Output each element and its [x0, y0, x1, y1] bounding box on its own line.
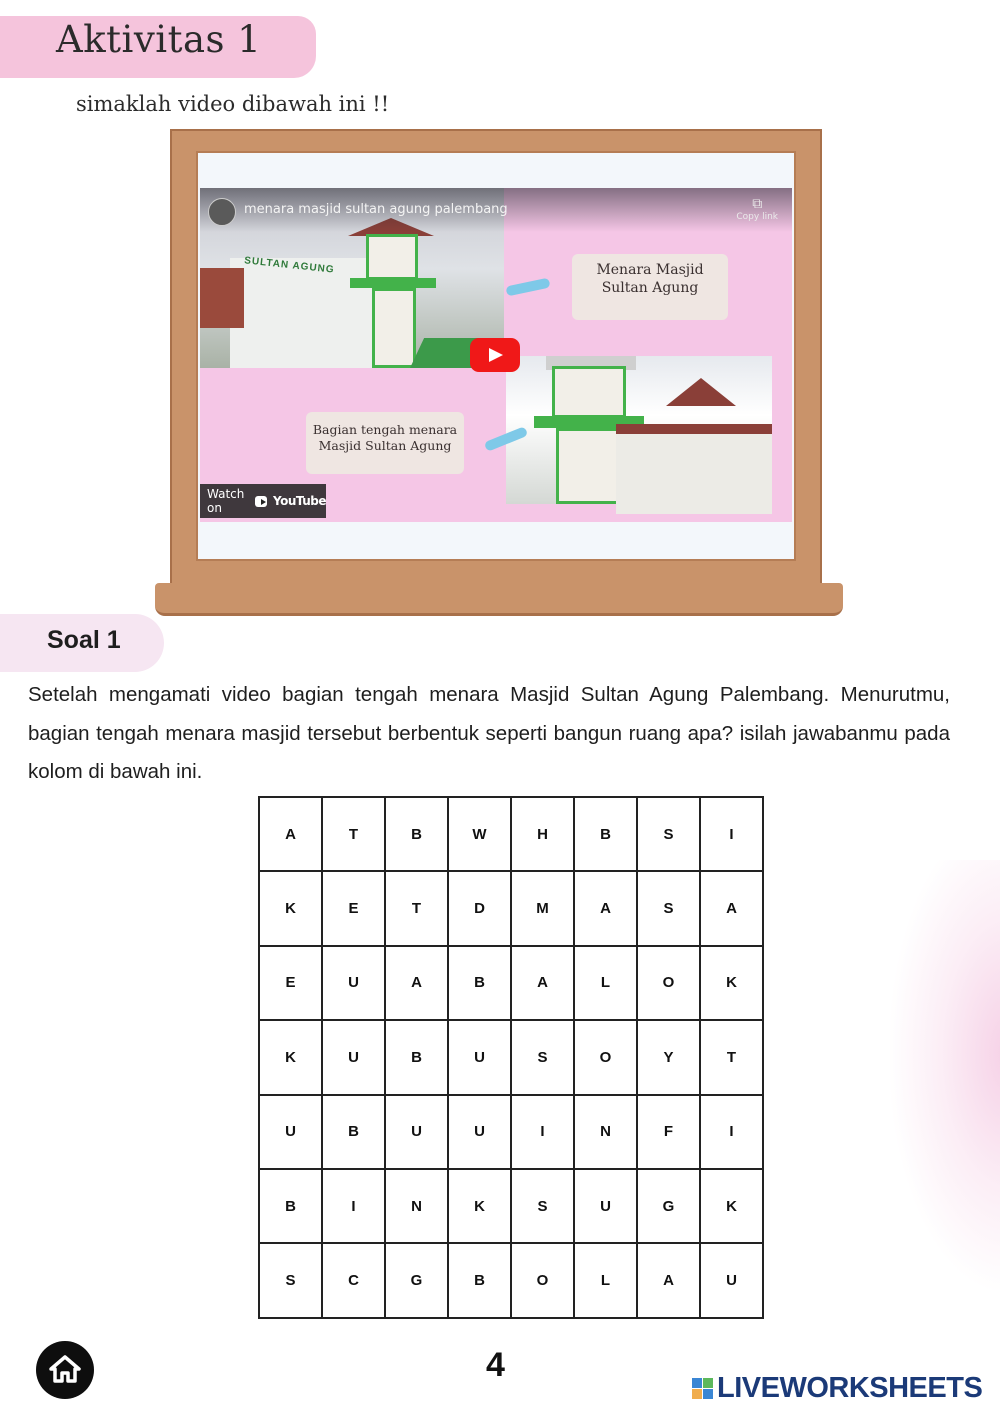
- copy-link-button[interactable]: [736, 196, 778, 222]
- grid-cell[interactable]: O: [511, 1243, 574, 1317]
- grid-row: [259, 797, 763, 871]
- grid-cell[interactable]: U: [259, 1095, 322, 1169]
- grid-cell[interactable]: N: [574, 1095, 637, 1169]
- grid-cell[interactable]: E: [322, 871, 385, 945]
- grid-cell[interactable]: M: [511, 871, 574, 945]
- grid-cell[interactable]: F: [637, 1095, 700, 1169]
- grid-cell[interactable]: G: [385, 1243, 448, 1317]
- grid-cell[interactable]: A: [700, 871, 763, 945]
- liveworksheets-icon: [692, 1378, 713, 1399]
- grid-cell[interactable]: O: [637, 946, 700, 1020]
- wooden-board-shelf: [155, 583, 843, 616]
- grid-cell[interactable]: A: [511, 946, 574, 1020]
- grid-cell[interactable]: O: [574, 1020, 637, 1094]
- grid-cell[interactable]: K: [259, 871, 322, 945]
- grid-cell[interactable]: B: [322, 1095, 385, 1169]
- grid-cell[interactable]: B: [385, 797, 448, 871]
- video-title[interactable]: menara masjid sultan agung palembang: [244, 202, 508, 217]
- grid-cell[interactable]: I: [700, 1095, 763, 1169]
- grid-cell[interactable]: B: [448, 946, 511, 1020]
- liveworksheets-logo[interactable]: [692, 1372, 982, 1405]
- home-icon: [48, 1352, 82, 1386]
- video-embed[interactable]: [200, 188, 792, 522]
- grid-cell[interactable]: D: [448, 871, 511, 945]
- page-number: 4: [486, 1346, 505, 1384]
- grid-cell[interactable]: A: [574, 871, 637, 945]
- grid-cell[interactable]: B: [259, 1169, 322, 1243]
- grid-row: [259, 946, 763, 1020]
- instruction-text: simaklah video dibawah ini !!: [76, 92, 390, 116]
- grid-cell[interactable]: K: [448, 1169, 511, 1243]
- grid-cell[interactable]: W: [448, 797, 511, 871]
- grid-row: [259, 1169, 763, 1243]
- grid-row: [259, 871, 763, 945]
- grid-cell[interactable]: U: [448, 1095, 511, 1169]
- grid-cell[interactable]: S: [637, 871, 700, 945]
- grid-cell[interactable]: L: [574, 1243, 637, 1317]
- grid-cell[interactable]: K: [259, 1020, 322, 1094]
- grid-cell[interactable]: U: [322, 946, 385, 1020]
- play-button[interactable]: [470, 338, 520, 372]
- watch-on-youtube-button[interactable]: [200, 484, 326, 518]
- grid-cell[interactable]: T: [385, 871, 448, 945]
- grid-cell[interactable]: U: [448, 1020, 511, 1094]
- grid-cell[interactable]: T: [322, 797, 385, 871]
- grid-cell[interactable]: I: [700, 797, 763, 871]
- grid-cell[interactable]: S: [259, 1243, 322, 1317]
- grid-cell[interactable]: H: [511, 797, 574, 871]
- grid-cell[interactable]: U: [700, 1243, 763, 1317]
- grid-cell[interactable]: B: [385, 1020, 448, 1094]
- grid-row: [259, 1243, 763, 1317]
- grid-cell[interactable]: T: [700, 1020, 763, 1094]
- copy-icon: ⧉: [752, 196, 763, 212]
- watch-on-label: Watch on: [207, 487, 245, 515]
- grid-cell[interactable]: Y: [637, 1020, 700, 1094]
- sultan-agung-sign: SULTAN AGUNG: [243, 255, 336, 276]
- arrow-icon: [505, 278, 550, 297]
- grid-cell[interactable]: I: [322, 1169, 385, 1243]
- grid-row: [259, 1095, 763, 1169]
- decorative-pink-splash: [890, 860, 1000, 1290]
- word-search-grid: [258, 796, 764, 1319]
- copy-link-label: Copy link: [736, 212, 778, 222]
- video-top-bar: [200, 188, 792, 232]
- liveworksheets-brand: LIVEWORKSHEETS: [717, 1372, 983, 1404]
- grid-cell[interactable]: E: [259, 946, 322, 1020]
- mosque-photo-bottom: [506, 356, 772, 504]
- grid-cell[interactable]: I: [511, 1095, 574, 1169]
- grid-cell[interactable]: S: [511, 1020, 574, 1094]
- grid-cell[interactable]: K: [700, 946, 763, 1020]
- youtube-label: YouTube: [272, 494, 326, 508]
- question-text: Setelah mengamati video bagian tengah menara Masjid Sultan Agung Palembang. Menurutmu, bagian tengah menara masjid tersebut berbentuk seperti bangun ruang apa? isilah jawabanmu pada kolom di bawah ini.: [28, 683, 950, 783]
- youtube-logo-icon: [255, 496, 267, 507]
- grid-cell[interactable]: K: [700, 1169, 763, 1243]
- grid-cell[interactable]: N: [385, 1169, 448, 1243]
- grid-cell[interactable]: A: [385, 946, 448, 1020]
- caption-card-top: Menara Masjid Sultan Agung: [572, 254, 728, 320]
- page-title: Aktivitas 1: [56, 18, 262, 61]
- grid-cell[interactable]: B: [574, 797, 637, 871]
- caption-card-bottom: Bagian tengah menara Masjid Sultan Agung: [306, 412, 464, 474]
- grid-cell[interactable]: U: [574, 1169, 637, 1243]
- grid-cell[interactable]: S: [637, 797, 700, 871]
- channel-avatar[interactable]: [208, 198, 236, 226]
- grid-cell[interactable]: A: [259, 797, 322, 871]
- grid-cell[interactable]: G: [637, 1169, 700, 1243]
- grid-cell[interactable]: U: [322, 1020, 385, 1094]
- grid-cell[interactable]: U: [385, 1095, 448, 1169]
- grid-row: [259, 1020, 763, 1094]
- grid-cell[interactable]: L: [574, 946, 637, 1020]
- grid-cell[interactable]: A: [637, 1243, 700, 1317]
- question-label: Soal 1: [47, 626, 121, 654]
- home-button[interactable]: [36, 1341, 94, 1399]
- grid-cell[interactable]: B: [448, 1243, 511, 1317]
- grid-cell[interactable]: S: [511, 1169, 574, 1243]
- grid-cell[interactable]: C: [322, 1243, 385, 1317]
